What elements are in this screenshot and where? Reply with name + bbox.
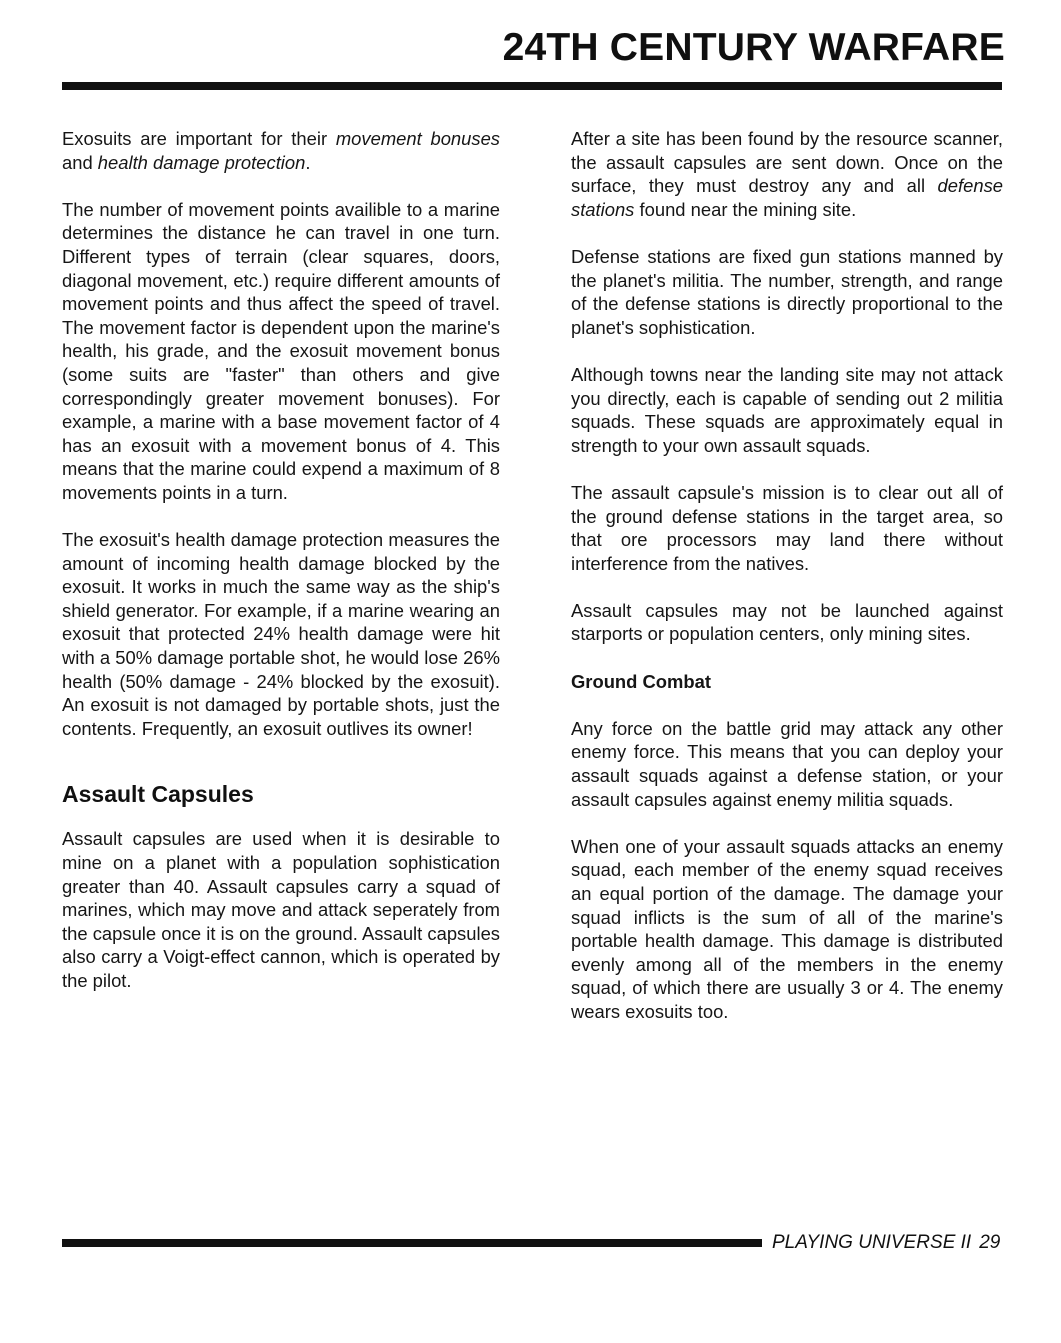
bottom-rule — [62, 1239, 762, 1247]
health-protection-paragraph: The exosuit's health damage protection measures the amount of incoming health damage blocked by the exosuit. It works in much the same way as the ship's shield generator. For example, if a marine wearing an exosuit that protected 24% health damage were hit with a 50% damage portable shot, he would lose 26% health (50% damage - 24% blocked by the exosuit). An exosuit is not damaged by portable shots, just the contents. Frequently, an exosuit outlives its owner! — [62, 529, 500, 739]
resource-scanner-paragraph — [571, 127, 1003, 221]
exosuit-intro-paragraph — [62, 127, 500, 174]
top-rule — [62, 82, 1002, 90]
battle-grid-paragraph: Any force on the battle grid may attack any other enemy force. This means that you can deploy your assault squads against a defense station, or your assault capsules against enemy militia squads. — [571, 717, 1003, 810]
launch-restriction-paragraph: Assault capsules may not be launched against starports or population centers, only mining sites. — [571, 599, 1003, 645]
assault-capsules-heading: Assault Capsules — [62, 781, 254, 808]
footer-title: PLAYING UNIVERSE II — [772, 1232, 972, 1253]
squad-damage-paragraph: When one of your assault squads attacks an enemy squad, each member of the enemy squad receives an equal portion of the damage. The damage your squad inflicts is the sum of all of the marine's portable health damage. This damage is distributed evenly among all of the members in the enemy squad, of which there are usually 3 or 4. The enemy wears exosuits too. — [571, 835, 1003, 1022]
ground-combat-heading: Ground Combat — [571, 670, 711, 692]
intro-text-2: and — [62, 151, 98, 173]
page-title: 24TH CENTURY WARFARE — [502, 26, 1005, 69]
scanner-text-2: found near the mining site. — [634, 198, 857, 220]
page-number: 29 — [979, 1232, 1001, 1253]
intro-text-3: . — [305, 151, 311, 173]
capsule-mission-paragraph: The assault capsule's mission is to clear out all of the ground defense stations in the target area, so that ore processors may land there without interference from the natives. — [571, 481, 1003, 574]
movement-points-paragraph: The number of movement points availible to a marine determines the distance he can travel in one turn. Different types of terrain (clear squares, doors, diagonal movement, etc.) require different amounts of movement points and thus affect the speed of travel. The movement factor is dependent upon the marine's health, his grade, and the exosuit movement bonus (some suits are "faster" than others and give correspondingly greater movement bonuses). For example, a marine with a base movement factor of 4 has an exosuit with a movement bonus of 4. This means that the marine could expend a maximum of 8 movements points in a turn. — [62, 198, 500, 503]
intro-emphasis-movement: movement bonuses — [335, 128, 501, 149]
defense-stations-paragraph: Defense stations are fixed gun stations manned by the planet's militia. The number, strength, and range of the defense stations is directly proportional to the planet's sophistication. — [571, 245, 1003, 338]
militia-squads-paragraph: Although towns near the landing site may not attack you directly, each is capable of sending out 2 militia squads. These squads are approximately equal in strength to your own assault squads. — [571, 363, 1003, 456]
scanner-text-1: After a site has been found by the resource scanner, the assault capsules are sent down. Once on the surface, they must destroy any and all — [571, 128, 1003, 197]
page-footer — [772, 1232, 1000, 1254]
right-column — [571, 127, 1003, 1047]
intro-text-1: Exosuits are important for their — [62, 128, 336, 149]
left-column — [62, 127, 500, 1016]
scanner-emphasis-defense: defense stations — [571, 175, 1003, 220]
assault-capsules-paragraph: Assault capsules are used when it is desirable to mine on a planet with a population sophistication greater than 40. Assault capsules carry a squad of marines, which may move and attack seperately from the capsule once it is on the ground. Assault capsules also carry a Voigt-effect cannon, which is operated by the pilot. — [62, 828, 500, 991]
intro-emphasis-health: health damage protection — [97, 151, 306, 173]
